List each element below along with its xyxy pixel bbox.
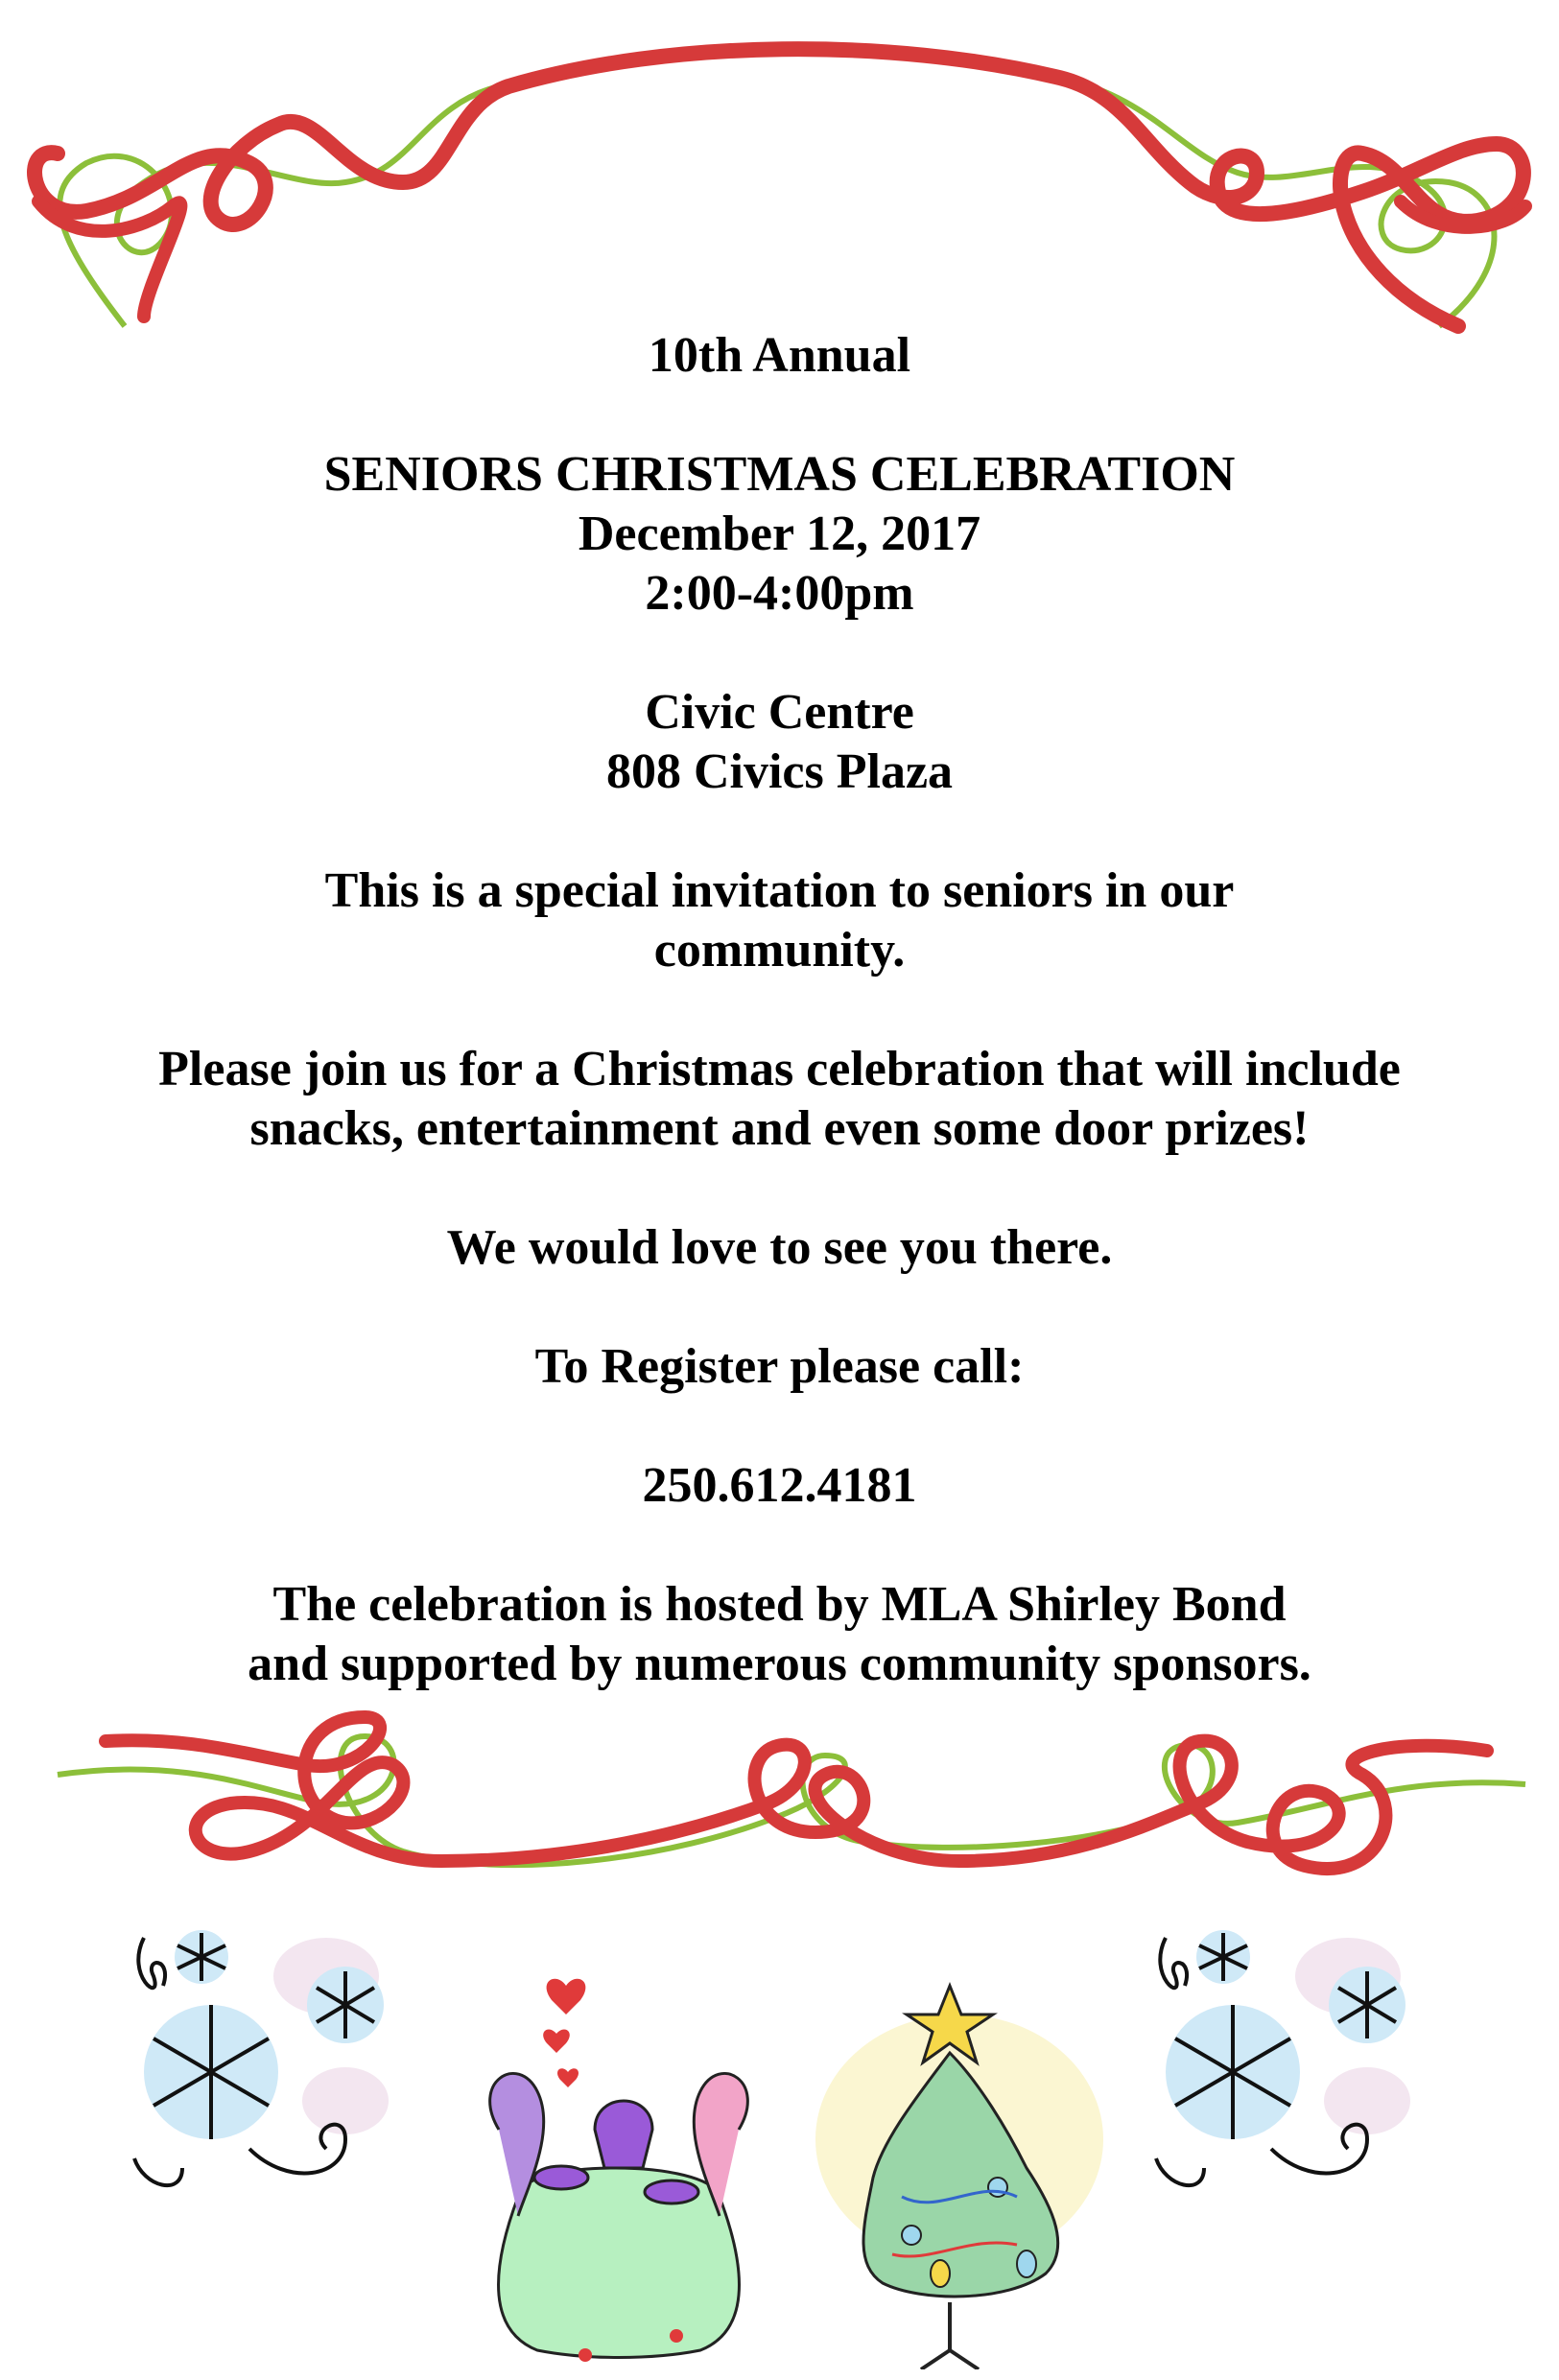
event-title: SENIORS CHRISTMAS CELEBRATION — [323, 447, 1236, 502]
details-line-1: Please join us for a Christmas celebration that will include — [158, 1042, 1401, 1096]
divider-ribbon-icon — [0, 1698, 1559, 1909]
host-line-2: and supported by numerous community sponsors. — [248, 1637, 1311, 1691]
phone-number: 250.612.4181 — [642, 1458, 917, 1513]
intro-line-2: community. — [653, 923, 906, 978]
event-time: 2:00-4:00pm — [645, 566, 914, 621]
venue-name: Civic Centre — [645, 685, 914, 740]
snowflakes-right-icon — [1146, 1919, 1444, 2216]
invitation-text — [0, 326, 1559, 1694]
christmas-tree-icon — [806, 1976, 1113, 2369]
snowflakes-left-icon — [125, 1919, 422, 2216]
tea-table-icon — [461, 1967, 777, 2369]
details-line-2: snacks, entertainment and even some door prizes! — [249, 1101, 1310, 1156]
register-label: To Register please call: — [534, 1339, 1025, 1394]
venue-address: 808 Civics Plaza — [605, 744, 954, 799]
host-line-1: The celebration is hosted by MLA Shirley Bond — [272, 1577, 1287, 1632]
closing-line: We would love to see you there. — [446, 1220, 1113, 1275]
edition-label: 10th Annual — [648, 328, 911, 383]
intro-line-1: This is a special invitation to seniors in our — [324, 863, 1235, 918]
event-date: December 12, 2017 — [578, 507, 981, 561]
top-ribbon-icon — [0, 0, 1559, 345]
